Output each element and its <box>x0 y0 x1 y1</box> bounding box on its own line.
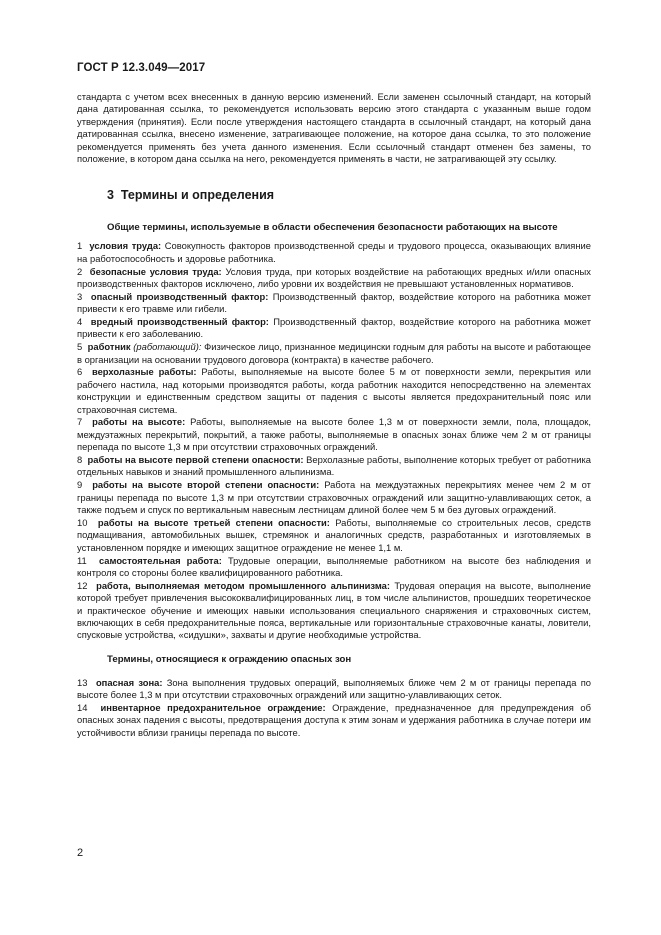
term-number: 9 <box>77 479 83 491</box>
term-number: 4 <box>77 316 83 328</box>
term-name: опасный производственный фактор: <box>90 290 269 302</box>
group-heading-hazard-zones: Термины, относящиеся к ограждению опасных зон <box>107 653 352 665</box>
term-name: самостоятельная работа: <box>98 554 222 566</box>
term-definition: Работы, выполняемые на высоте более 1,3 м от поверхности земли, пола, площадок, междуэтажных перекрытий, покрытий, а также работы, выполняемые в опасных зонах ближе чем 2 м от границы перепада по высоте 1,3 м при отсутствии страховочных ограждений. <box>77 416 591 453</box>
term-number: 8 <box>77 454 83 466</box>
term-entry <box>77 517 591 554</box>
term-number: 2 <box>77 265 83 277</box>
term-number: 10 <box>77 516 88 528</box>
term-number: 1 <box>77 240 83 252</box>
term-list-general <box>77 240 591 641</box>
term-name: работа, выполняемая методом промышленного альпинизма: <box>96 579 390 591</box>
intro-paragraph: стандарта с учетом всех внесенных в данную версию изменений. Если заменен ссылочный стандарт, на который дана датированная ссылка, то рекомендуется использовать версию этого стандарта с указанным выше годом утверждения (принятия). Если после утверждения настоящего стандарта в ссылочный стандарт, на который дана датированная ссылка, внесено изменение, затрагивающее положение, на которое дана ссылка, то это положение рекомендуется применять без учета данного изменения. Если ссылочный стандарт отменен без замены, то положение, в котором дана ссылка на него, рекомендуется применять в части, не затрагивающей эту ссылку. <box>77 91 591 165</box>
term-definition: Работы, выполняемые со строительных лесов, средств подмащивания, автомобильных вышек, стремянок и аналогичных средств, разработанных и изготовляемых в установленном порядке и имеющих защитное ограждение не менее 1,1 м. <box>77 516 592 553</box>
term-definition: Верхолазные работы, выполнение которых требует от работника отдельных навыков и знаний промышленного альпинизма. <box>77 454 591 478</box>
term-definition: Зона выполнения трудовых операций, выполняемых ближе чем 2 м от границы перепада по высоте более 1,3 м при отсутствии страховочных ограждений или защитно-улавливающих сеток. <box>77 676 591 701</box>
term-definition: Производственный фактор, воздействие которого на работника может привести к его травме или гибели. <box>77 290 591 315</box>
term-entry <box>77 677 591 702</box>
term-definition: Работы, выполняемые на высоте более 5 м от поверхности земли, перекрытия или рабочего настила, над которыми производятся работы, когда работник находится непосредственно на элементах конструкции и единственным средством защиты от падения с высоты является предохранительный пояс или страховочная система. <box>77 366 592 415</box>
term-definition: Трудовая операция на высоте, выполнение которой требует привлечения высококвалифицированных лиц, в том числе альпинистов, прошедших теоретическое и практическое обучение и имеющих навыки использования специального снаряжения и страховочных систем, включающих в себя предохранительные пояса, вертикальные или горизонтальные страховочные канаты, ловители, спусковые устройства, «сидушки», захваты и другие необходимые устройства. <box>77 579 591 641</box>
term-name: безопасные условия труда: <box>89 265 222 277</box>
term-name: инвентарное предохранительное ограждение: <box>100 701 326 713</box>
document-header: ГОСТ Р 12.3.049—2017 <box>77 62 206 74</box>
term-name: работы на высоте первой степени опасности: <box>87 454 304 466</box>
term-entry <box>77 580 591 642</box>
term-definition: Производственный фактор, воздействие которого на работника может привести к его заболеванию. <box>77 316 592 340</box>
term-entry <box>77 341 591 366</box>
group-heading-general: Общие термины, используемые в области обеспечения безопасности работающих на высоте <box>107 222 558 234</box>
term-name: условия труда: <box>89 240 162 252</box>
term-entry <box>77 454 591 479</box>
term-number: 11 <box>77 554 87 566</box>
term-number: 14 <box>77 701 88 713</box>
term-entry <box>77 240 591 265</box>
term-entry <box>77 479 591 516</box>
term-note: (работающий): <box>133 341 202 353</box>
term-number: 6 <box>77 366 83 378</box>
term-entry <box>77 702 591 739</box>
term-name: работы на высоте третьей степени опасности: <box>97 516 330 528</box>
term-definition: Физическое лицо, признанное медицински годным для работы на высоте и работающее в организации на основании трудового договора (контракта) в качестве рабочего. <box>77 341 592 365</box>
term-name: вредный производственный фактор: <box>90 316 269 328</box>
term-number: 3 <box>77 290 83 302</box>
document-body <box>77 80 591 740</box>
term-entry <box>77 291 591 316</box>
term-definition: Условия труда, при которых воздействие на работающих вредных и/или опасных производственных факторов исключено, либо уровни их воздействия не превышают установленных нормативов. <box>77 265 591 290</box>
term-number: 13 <box>77 676 88 688</box>
term-name: опасная зона: <box>95 676 163 688</box>
term-definition: Трудовые операции, выполняемые работником на высоте без наблюдения и контроля со стороны более квалифицированного работника. <box>77 554 592 578</box>
term-entry <box>77 416 591 453</box>
term-number: 5 <box>77 341 83 353</box>
term-definition: Работа на междуэтажных перекрытиях менее чем 2 м от границы перепада по высоте 1,3 м при отсутствии страховочных ограждений или защитно-улавливающих сеток, а также подъем и спуск по вертикальным навесным лестницам длиной более чем 5 м без дуговых ограждений. <box>77 479 591 516</box>
section-title <box>107 187 591 203</box>
term-entry <box>77 316 591 341</box>
term-definition: Ограждение, предназначенное для предупреждения об опасных зонах падения с высоты, предотвращения доступа к этим зонам и удержания работника в случае потери им устойчивости вблизи границы перепада по высоте. <box>77 701 591 738</box>
term-name: работы на высоте второй степени опасности: <box>92 479 320 491</box>
term-entry <box>77 266 591 291</box>
term-list-hazard-zones <box>77 677 591 739</box>
term-name: работы на высоте: <box>92 416 186 428</box>
page-number: 2 <box>77 847 84 859</box>
term-number: 7 <box>77 416 83 428</box>
term-number: 12 <box>77 579 88 591</box>
term-name: верхолазные работы: <box>91 366 197 378</box>
section-title-text: Термины и определения <box>120 188 275 203</box>
section-number: 3 <box>107 188 114 203</box>
term-definition: Совокупность факторов производственной среды и трудового процесса, оказывающих влияние на работоспособность и здоровье работника. <box>77 240 591 264</box>
term-entry <box>77 366 591 416</box>
term-entry <box>77 555 591 580</box>
term-name: работник <box>87 341 131 353</box>
